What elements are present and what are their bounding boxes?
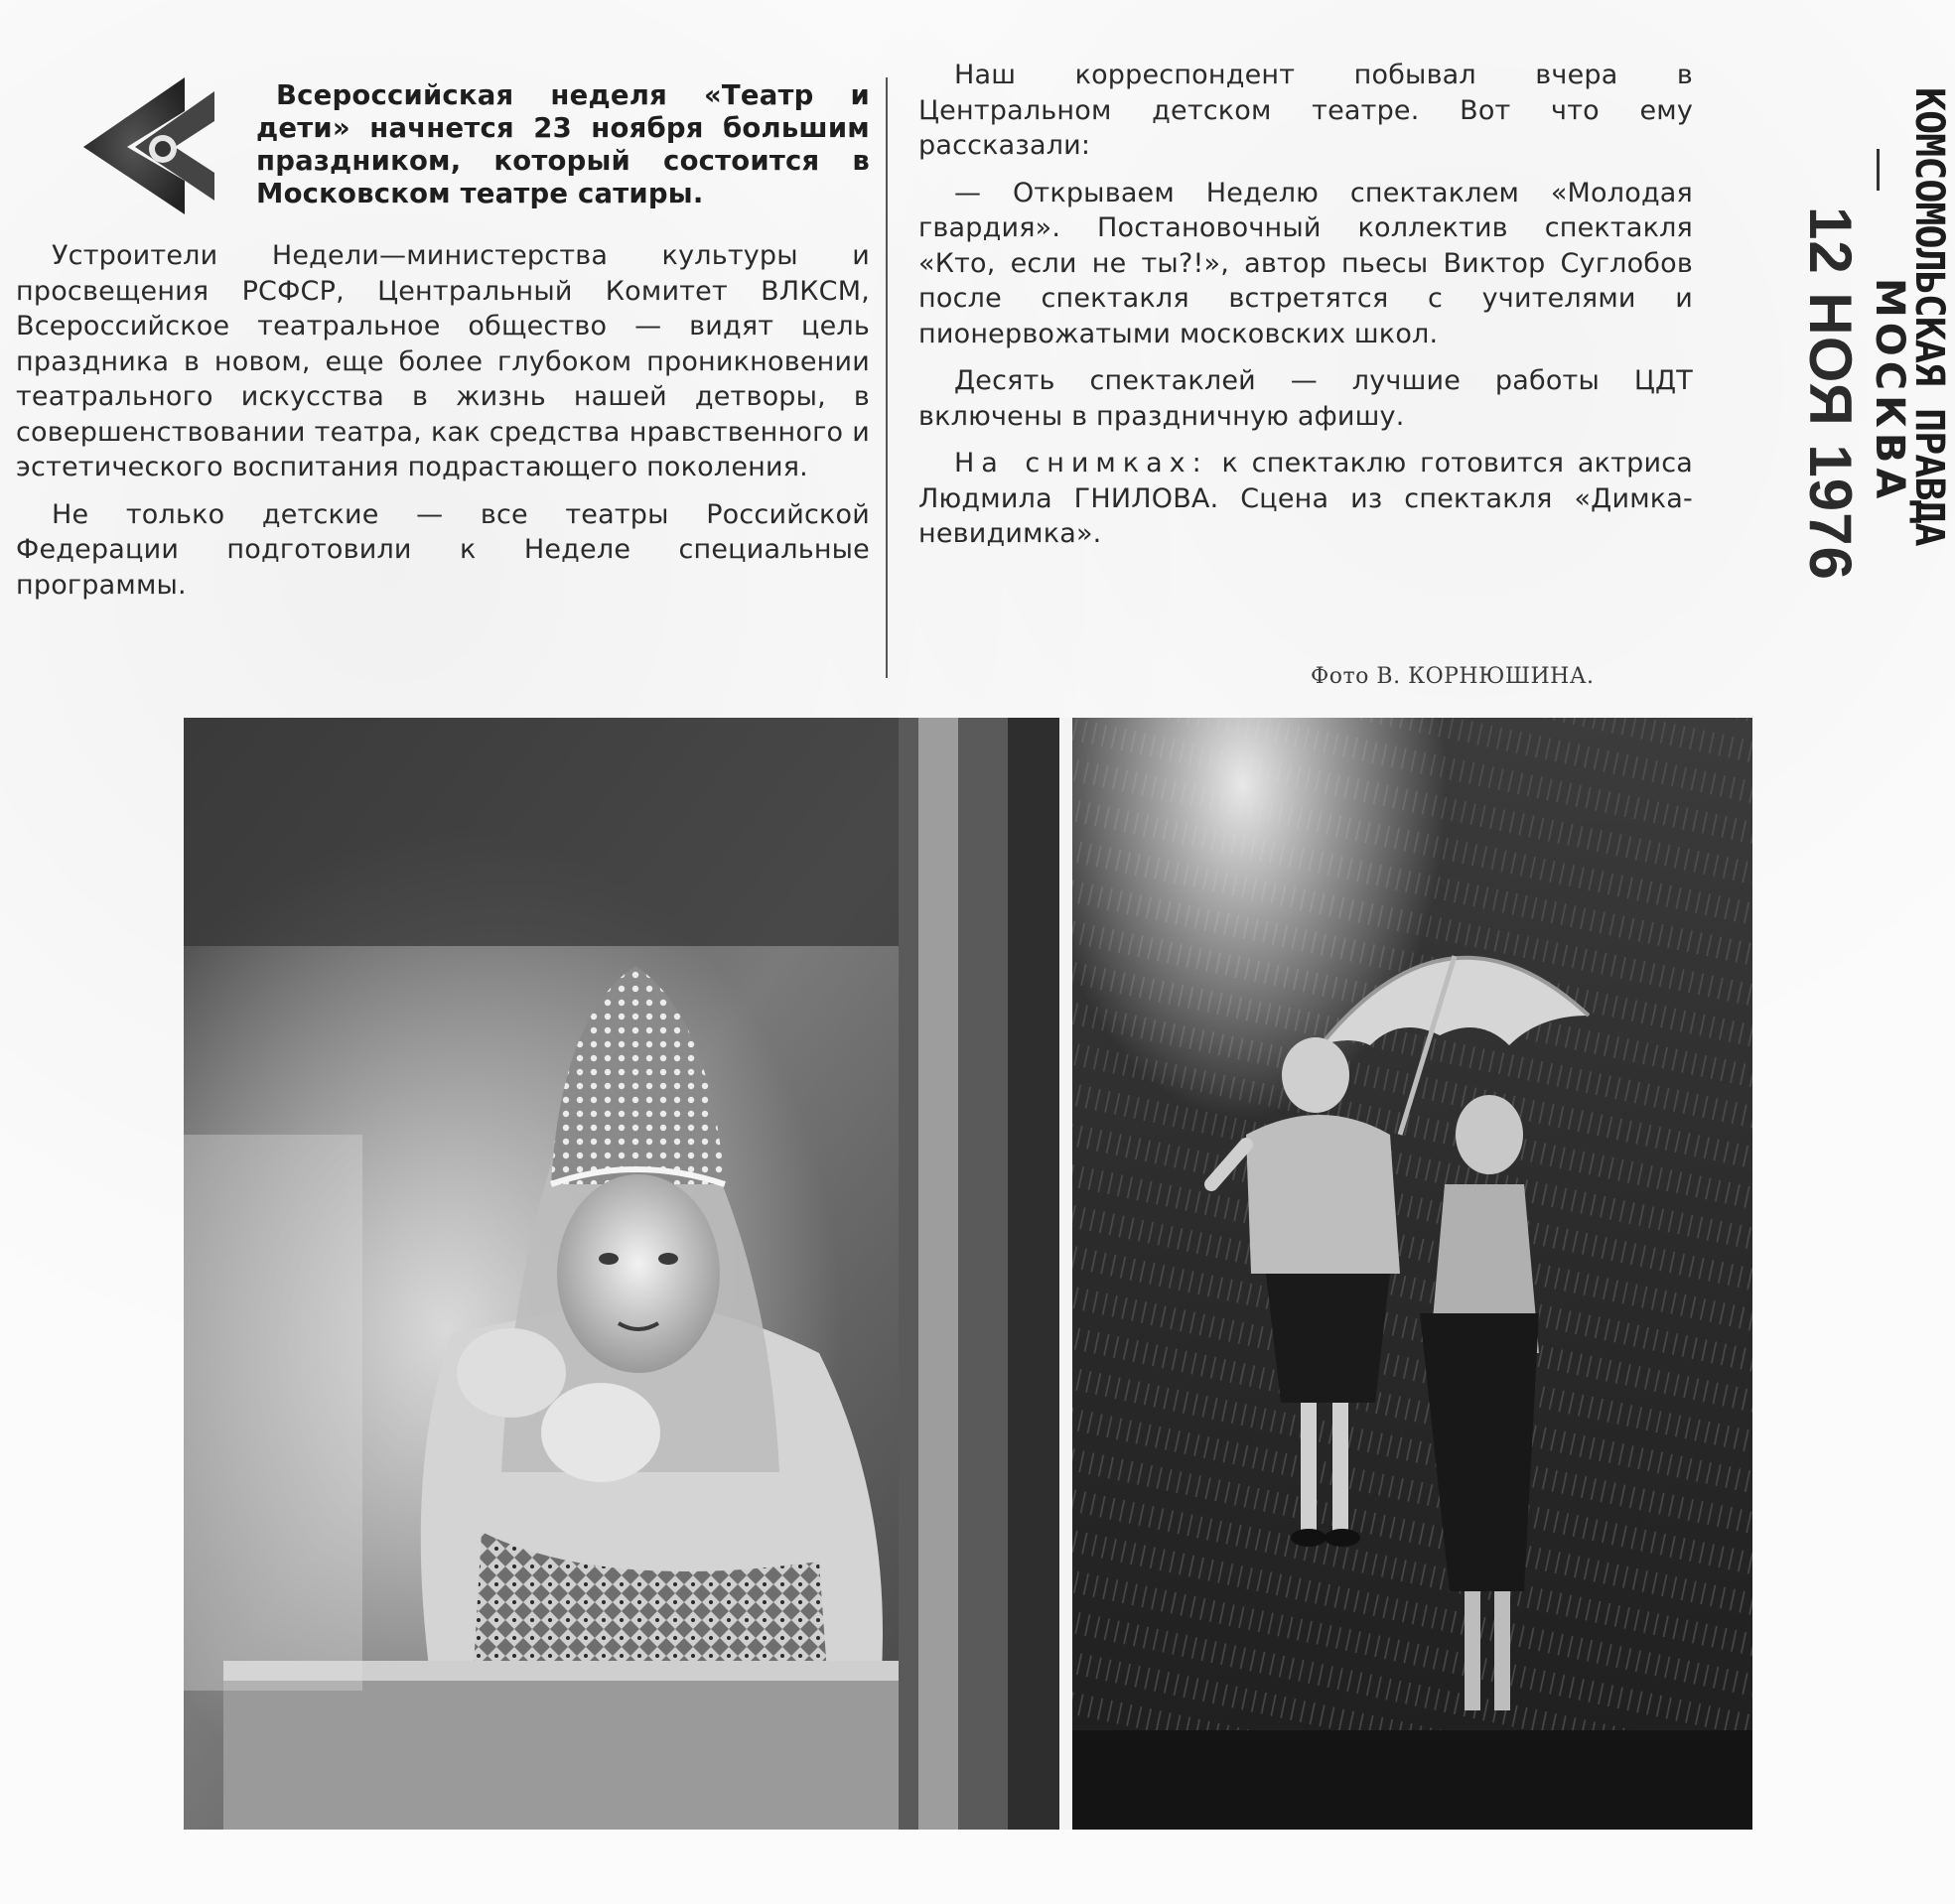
body-paragraph: Десять спектаклей — лучшие работы ЦДТ включены в праздничную афишу. bbox=[918, 365, 1693, 432]
photo-strip bbox=[184, 718, 1752, 1830]
caption-text: к спектаклю готовится актриса Людмила ГНИЛОВА. Сцена из спектакля «Димка-невидимка». bbox=[918, 448, 1693, 549]
lead-block bbox=[16, 58, 870, 218]
body-paragraph: — Открываем Неделю спектаклем «Молодая гвардия». Постановочный коллектив спектакля «Кто, если не ты?!», автор пьесы Виктор Суглобов после спектакля встретятся с учителями и пионервожатыми московских школ. bbox=[918, 177, 1693, 349]
body-paragraph: Не только детские — все театры Российской Федерации подготовили к Неделе специальные программы. bbox=[16, 498, 870, 601]
archive-stamp bbox=[1706, 87, 1952, 685]
photo-actress-in-kokoshnik bbox=[184, 718, 1059, 1830]
stamp-date: 12 НОЯ 1976 bbox=[1797, 206, 1864, 581]
photo-gap bbox=[1059, 718, 1072, 1830]
photo-scene-with-umbrella bbox=[1072, 718, 1752, 1830]
body-paragraph: Наш корреспондент побывал вчера в Центральном детском театре. Вот что ему рассказали: bbox=[918, 60, 1693, 161]
stamp-dash bbox=[1877, 149, 1880, 191]
left-column bbox=[16, 58, 870, 603]
lead-paragraph: Всероссийская неделя «Театр и дети» начнется 23 ноября большим праздником, который состоится в Московском театре сатиры. bbox=[256, 79, 870, 209]
stamp-city: МОСКВА bbox=[1867, 278, 1912, 504]
column-divider bbox=[886, 77, 888, 678]
stamp-newspaper: КОМСОМОЛЬСКАЯ ПРАВДА bbox=[1906, 87, 1952, 546]
caption-label: На снимках: bbox=[954, 448, 1208, 478]
photo-credit: Фото В. КОРНЮШИНА. bbox=[1311, 664, 1595, 689]
photo-caption bbox=[918, 446, 1693, 552]
right-column bbox=[918, 58, 1693, 552]
body-paragraph: Устроители Недели—министерства культуры и просвещения РСФСР, Центральный Комитет ВЛКСМ, Всероссийское театральное общество — видят цель праздника в новом, еще более глубоком проникновении театрального искусства в жизнь нашей детворы, в совершенствовании театра, как средства нравственного и эстетического воспитания подрастающего поколения. bbox=[16, 240, 870, 482]
chevron-emblem-icon bbox=[66, 69, 214, 218]
